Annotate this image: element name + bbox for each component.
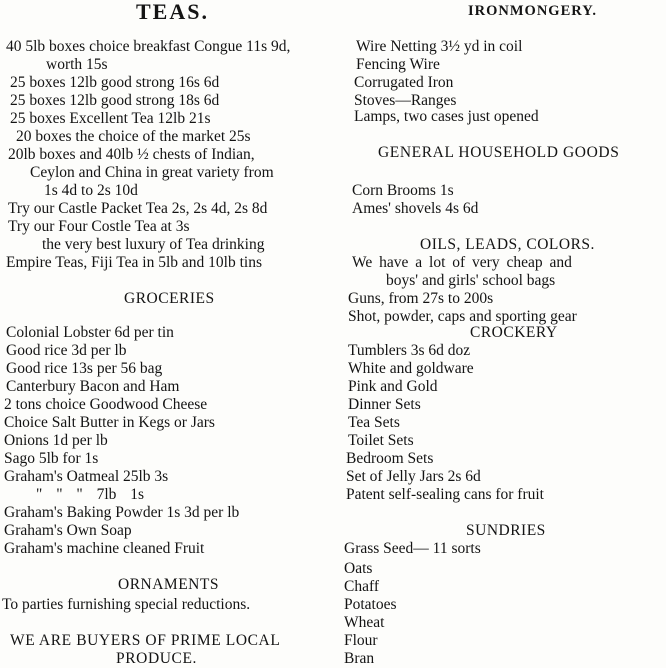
oils-heading: OILS, LEADS, COLORS. (420, 236, 595, 253)
oils-line: boys' and girls' school bags (386, 272, 556, 289)
teas-line: 25 boxes 12lb good strong 18s 6d (10, 92, 220, 109)
household-line: Ames' shovels 4s 6d (352, 200, 479, 217)
sundries-line: Grass Seed— 11 sorts (344, 540, 481, 557)
oils-line: Guns, from 27s to 200s (348, 290, 494, 307)
buyers-line: PRODUCE. (116, 650, 198, 667)
sundries-line: Oats (344, 560, 373, 577)
ironmongery-line: Lamps, two cases just opened (354, 108, 539, 125)
groceries-heading: GROCERIES (124, 290, 215, 307)
crockery-line: Tumblers 3s 6d doz (348, 342, 471, 359)
teas-line: 25 boxes 12lb good strong 16s 6d (10, 74, 220, 91)
teas-line: the very best luxury of Tea drinking (42, 236, 265, 253)
groceries-line: Sago 5lb for 1s (4, 450, 99, 467)
crockery-line: Pink and Gold (348, 378, 438, 395)
teas-line: 40 5lb boxes choice breakfast Congue 11s 9d, (6, 38, 291, 55)
teas-line: worth 15s (46, 56, 108, 73)
ironmongery-heading: IRONMONGERY. (468, 3, 597, 19)
groceries-line: Graham's Baking Powder 1s 3d per lb (4, 504, 240, 521)
teas-line: 20 boxes the choice of the market 25s (16, 128, 251, 145)
crockery-line: Set of Jelly Jars 2s 6d (346, 468, 481, 485)
buyers-line: WE ARE BUYERS OF PRIME LOCAL (10, 632, 281, 649)
groceries-line: Canterbury Bacon and Ham (6, 378, 180, 395)
groceries-line: Good rice 3d per lb (6, 342, 127, 359)
teas-line: Try our Castle Packet Tea 2s, 2s 4d, 2s 8d (8, 200, 268, 217)
crockery-line: Dinner Sets (348, 396, 421, 413)
crockery-heading: CROCKERY (470, 324, 558, 341)
teas-line: Empire Teas, Fiji Tea in 5lb and 10lb tins (6, 254, 262, 271)
crockery-line: Tea Sets (348, 414, 400, 431)
crockery-line: Patent self-sealing cans for fruit (346, 486, 544, 503)
groceries-line: Onions 1d per lb (4, 432, 108, 449)
groceries-line: 2 tons choice Goodwood Cheese (4, 396, 208, 413)
crockery-line: White and goldware (348, 360, 474, 377)
ironmongery-line: Stoves—Ranges (354, 92, 457, 109)
sundries-line: Bran (344, 650, 375, 667)
groceries-line: Good rice 13s per 56 bag (6, 360, 163, 377)
crockery-line: Toilet Sets (348, 432, 414, 449)
groceries-line: Colonial Lobster 6d per tin (6, 324, 174, 341)
oils-line: Shot, powder, caps and sporting gear (348, 308, 577, 325)
teas-line: 25 boxes Excellent Tea 12lb 21s (10, 110, 211, 127)
groceries-line: Graham's machine cleaned Fruit (4, 540, 205, 557)
ironmongery-line: Wire Netting 3½ yd in coil (356, 38, 523, 55)
household-line: Corn Brooms 1s (352, 182, 454, 199)
sundries-line: Wheat (344, 614, 385, 631)
crockery-line: Bedroom Sets (346, 450, 434, 467)
teas-heading: TEAS. (136, 0, 209, 24)
household-heading: GENERAL HOUSEHOLD GOODS (378, 144, 620, 161)
ironmongery-line: Fencing Wire (356, 56, 440, 73)
sundries-line: Chaff (344, 578, 380, 595)
teas-line: Ceylon and China in great variety from (30, 164, 274, 181)
groceries-line: Graham's Own Soap (4, 522, 132, 539)
sundries-heading: SUNDRIES (466, 522, 546, 539)
ornaments-heading: ORNAMENTS (118, 576, 219, 593)
oils-line: We have a lot of very cheap and (352, 254, 572, 271)
groceries-line: " " " 7lb 1s (36, 486, 145, 503)
groceries-line: Choice Salt Butter in Kegs or Jars (4, 414, 215, 431)
teas-line: 20lb boxes and 40lb ½ chests of Indian, (8, 146, 255, 163)
ornaments-text: To parties furnishing special reductions. (2, 596, 251, 613)
sundries-line: Flour (344, 632, 378, 649)
groceries-line: Graham's Oatmeal 25lb 3s (4, 468, 169, 485)
teas-line: 1s 4d to 2s 10d (44, 182, 138, 199)
ironmongery-line: Corrugated Iron (354, 74, 454, 91)
teas-line: Try our Four Costle Tea at 3s (8, 218, 190, 235)
sundries-line: Potatoes (344, 596, 397, 613)
